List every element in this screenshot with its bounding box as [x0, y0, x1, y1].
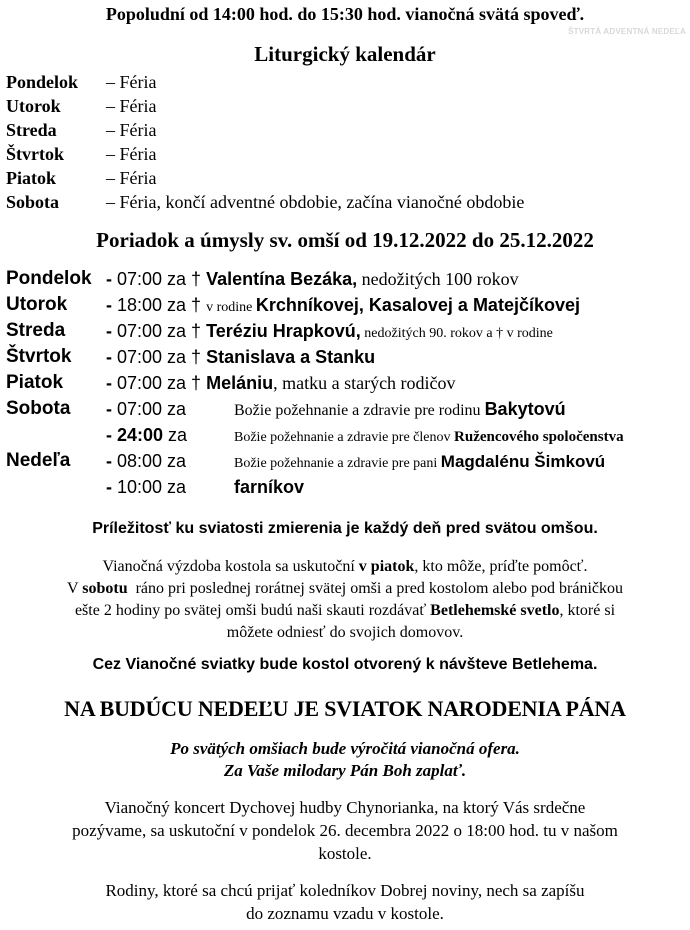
nativity-scene-notice: Cez Vianočné sviatky bude kostol otvorený k návšteve Betlehema.: [92, 656, 598, 673]
dash: -: [106, 399, 112, 419]
text-bold: Betlehemské svetlo: [430, 602, 560, 619]
intention-name: Teréziu Hrapkovú,: [206, 321, 361, 341]
mass-time: [106, 266, 519, 292]
mass-day: Utorok: [6, 294, 68, 315]
text: V: [66, 580, 83, 597]
mass-time: [106, 370, 456, 396]
liturgical-day: Streda: [6, 120, 57, 140]
mass-day: Štvrtok: [6, 346, 72, 367]
mass-time: [106, 474, 186, 500]
mass-day: Sobota: [6, 398, 71, 419]
decoration-line: [0, 600, 690, 622]
mass-intention: [234, 422, 624, 451]
concert-notice: [0, 796, 690, 865]
concert-line: pozývame, sa uskutoční v pondelok 26. decembra 2022 o 18:00 hod. tu v našom: [72, 821, 618, 840]
mass-day: Pondelok: [6, 268, 92, 289]
dash: -: [106, 321, 112, 341]
intention-pre: Božie požehnanie a zdravie pre rodinu: [234, 402, 485, 419]
liturgical-day: Piatok: [6, 168, 57, 188]
intention-name: Bakytovú: [484, 399, 566, 419]
mass-intention: [234, 448, 605, 477]
mass-time: [106, 422, 187, 448]
mass-time: [106, 292, 580, 321]
text-bold: v piatok: [358, 558, 415, 575]
liturgical-day: Sobota: [6, 192, 60, 212]
time-text: 07:00 za †: [112, 347, 207, 367]
offering-line: Za Vaše milodary Pán Boh zaplať.: [223, 761, 467, 780]
mass-time: [106, 318, 553, 347]
concert-line: kostole.: [318, 844, 372, 863]
time-text: 07:00 za †: [112, 373, 207, 393]
mass-time: [106, 448, 186, 474]
liturgical-row: [6, 142, 524, 166]
carolers-notice: [0, 879, 690, 925]
liturgical-text: – Féria: [106, 96, 157, 116]
liturgical-row: [6, 166, 524, 190]
liturgical-text: – Féria: [106, 72, 157, 92]
liturgical-text: – Féria: [106, 120, 157, 140]
dash: -: [106, 269, 112, 289]
intention-name: Magdalénu Šimkovú: [440, 452, 606, 471]
intention-name: Stanislava a Stanku: [206, 347, 376, 367]
mass-time: [106, 344, 375, 370]
liturgical-day: Štvrtok: [6, 144, 64, 164]
liturgical-row: [6, 94, 524, 118]
liturgical-row: [6, 70, 524, 94]
decoration-line: [0, 578, 690, 600]
text: ráno pri poslednej rorátnej svätej omši a pred kostolom alebo pod bráničkou: [127, 580, 624, 597]
decoration-line: môžete odniesť do svojich domovov.: [226, 624, 464, 641]
concert-line: Vianočný koncert Dychovej hudby Chynorianka, na ktorý Vás srdečne: [104, 798, 586, 817]
mass-schedule-title: Poriadok a úmysly sv. omší od 19.12.2022 do 25.12.2022: [96, 228, 594, 252]
text: ešte 2 hodiny po svätej omši budú naši skauti rozdávať: [74, 602, 431, 619]
time-text: 10:00 za: [112, 477, 187, 497]
confession-notice: Popoludní od 14:00 hod. do 15:30 hod. vianočná svätá spoveď.: [105, 4, 585, 24]
mass-day: Piatok: [6, 372, 64, 393]
intention-name: Ružencového spoločenstva: [454, 429, 624, 445]
intention-name: Krchníkovej, Kasalovej a Matejčíkovej: [255, 295, 580, 315]
liturgical-row: [6, 118, 524, 142]
intention-rest: nedožitých 100 rokov: [357, 269, 519, 289]
intention-rest: , matku a starých rodičov: [273, 373, 456, 393]
intention-pre: v rodine: [206, 300, 256, 315]
watermark: ŠTVRTÁ ADVENTNÁ NEDEĽA: [568, 27, 686, 36]
mass-day: Nedeľa: [6, 450, 71, 471]
dash: -: [106, 425, 112, 445]
time-text: 18:00 za †: [112, 295, 207, 315]
intention-name: farníkov: [234, 477, 305, 497]
intention-name: Melániu: [206, 373, 274, 393]
time-text: za: [163, 425, 188, 445]
liturgical-day: Pondelok: [6, 72, 79, 92]
dash: -: [106, 295, 112, 315]
mass-intention: [234, 396, 566, 424]
liturgical-calendar-list: [6, 70, 524, 214]
liturgical-text: – Féria: [106, 144, 157, 164]
mass-intention: [234, 474, 304, 500]
carolers-line: Rodiny, ktoré sa chcú prijať koledníkov Dobrej noviny, nech sa zapíšu: [105, 881, 585, 900]
decoration-line: [0, 556, 690, 578]
decoration-notice: [0, 556, 690, 644]
intention-pre: Božie požehnanie a zdravie pre členov: [234, 430, 455, 445]
dash: -: [106, 373, 112, 393]
liturgical-text: – Féria, končí adventné obdobie, začína vianočné obdobie: [106, 192, 525, 212]
text: Vianočná výzdoba kostola sa uskutoční: [102, 558, 359, 575]
text-bold: sobotu: [82, 580, 128, 597]
time-text: 07:00 za: [112, 399, 187, 419]
text: , kto môže, príďte pomôcť.: [414, 558, 588, 575]
text: , ktoré si: [559, 602, 616, 619]
dash: -: [106, 477, 112, 497]
carolers-line: do zoznamu vzadu v kostole.: [246, 904, 444, 923]
time-text: 07:00 za †: [112, 321, 207, 341]
offering-notice: [0, 738, 690, 782]
dash: -: [106, 451, 112, 471]
dash: -: [106, 347, 112, 367]
intention-rest: nedožitých 90. rokov a † v rodine: [360, 326, 553, 341]
intention-name: Valentína Bezáka,: [206, 269, 358, 289]
christmas-headline: NA BUDÚCU NEDEĽU JE SVIATOK NARODENIA PÁNA: [64, 696, 626, 721]
intention-pre: Božie požehnanie a zdravie pre pani: [234, 456, 441, 471]
time-text: 07:00 za †: [112, 269, 207, 289]
reconciliation-notice: Príležitosť ku sviatosti zmierenia je každý deň pred svätou omšou.: [92, 520, 598, 537]
mass-time: [106, 396, 186, 422]
liturgical-calendar-title: Liturgický kalendár: [254, 42, 436, 66]
liturgical-day: Utorok: [6, 96, 61, 116]
liturgical-row: [6, 190, 524, 214]
time-text: 08:00 za: [112, 451, 187, 471]
offering-line: Po svätých omšiach bude výročitá vianočná ofera.: [170, 739, 520, 758]
mass-day: Streda: [6, 320, 66, 341]
liturgical-text: – Féria: [106, 168, 157, 188]
time-bold: 24:00: [112, 425, 164, 445]
